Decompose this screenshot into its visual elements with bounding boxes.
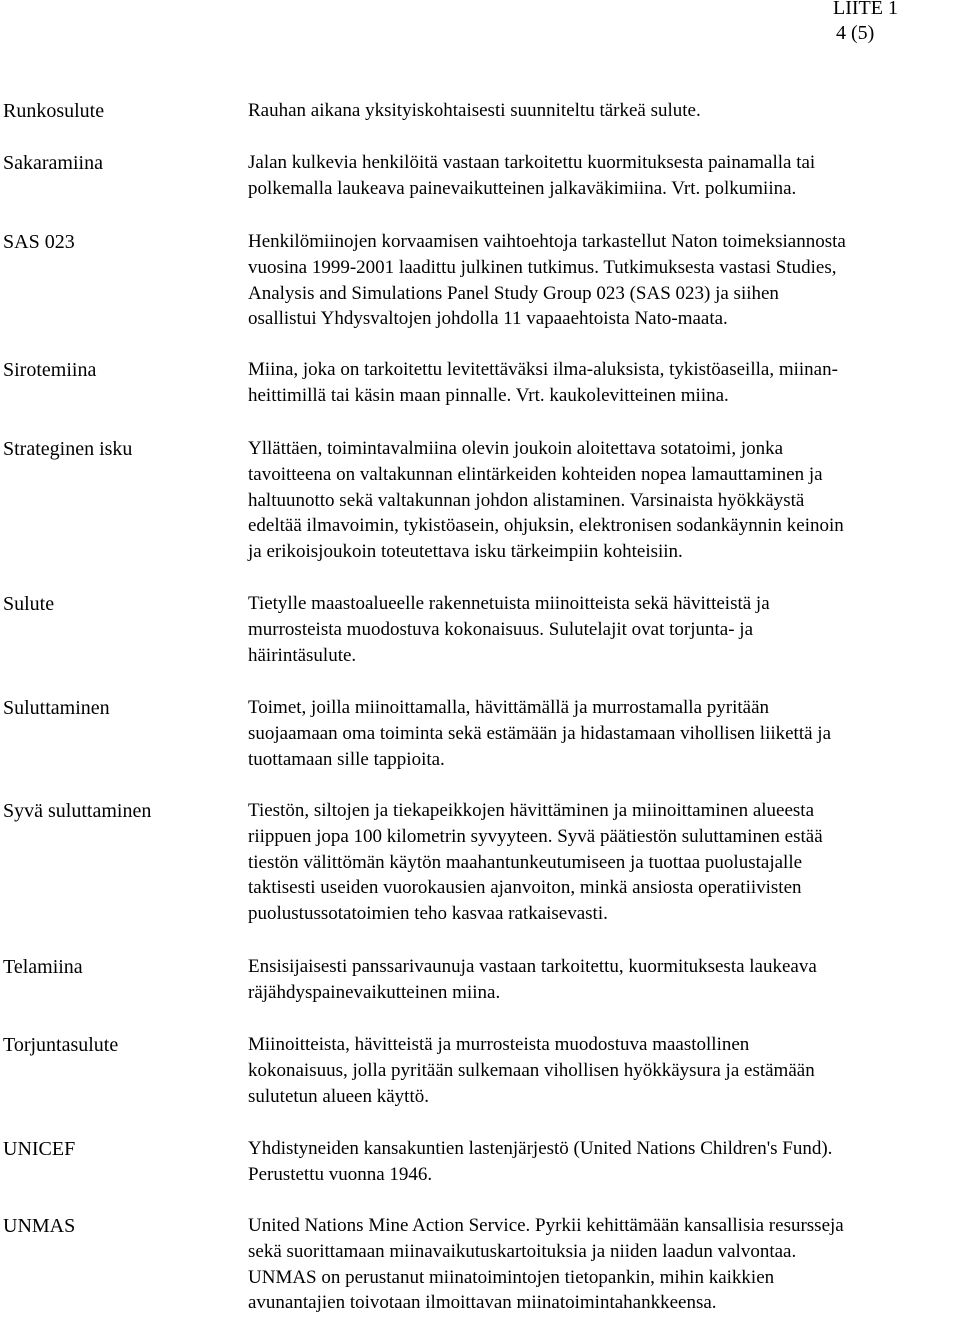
glossary-term: Syvä suluttaminen	[3, 800, 152, 822]
glossary-definition: Toimet, joilla miinoittamalla, hävittämällä ja murrostamalla pyritään suojaamaan oma toiminta sekä estämään ja hidastamaan vihollisen liikettä ja tuottamaan sille tappioita.	[248, 697, 832, 770]
glossary-term: Torjuntasulute	[3, 1034, 119, 1056]
glossary-term: Runkosulute	[3, 100, 105, 122]
glossary-definition: Tietylle maastoalueelle rakennetuista miinoitteista sekä hävitteistä ja murrosteista muodostuva kokonaisuus. Sulutelajit ovat torjunta- ja häirintäsulute.	[248, 593, 770, 666]
glossary-term: UNMAS	[3, 1215, 76, 1237]
glossary-term: Sakaramiina	[3, 152, 103, 174]
glossary-term: Telamiina	[3, 956, 83, 978]
glossary-term: Sulute	[3, 593, 55, 615]
glossary-definition: Miinoitteista, hävitteistä ja murrosteista muodostuva maastollinen kokonaisuus, jolla pyritään sulkemaan vihollisen hyökkäysura ja estämään sulutetun alueen käyttö.	[248, 1034, 815, 1107]
glossary-term: Sirotemiina	[3, 359, 97, 381]
glossary-term: SAS 023	[3, 231, 75, 253]
glossary-definition: Henkilömiinojen korvaamisen vaihtoehtoja tarkastellut Naton toimeksiannosta vuosina 1999-2001 laadittu julkinen tutkimus. Tutkimuksesta vastasi Studies, Analysis and Simulations Panel Study Group 023 (SAS 023) ja siihen osallistui Yhdysvaltojen johdolla 11 vapaaehtoista Nato-maata.	[248, 231, 846, 330]
page-number: 4 (5)	[836, 22, 875, 44]
glossary-definition: Yllättäen, toimintavalmiina olevin joukoin aloitettava sotatoimi, jonka tavoitteena on valtakunnan elintärkeiden kohteiden nopea lamauttaminen ja haltuunotto sekä valtakunnan johdon alistaminen. Varsinaista hyökkäystä edeltää ilmavoimin, tykistöasein, ohjuksin, elektronisen sodankäynnin keinoin ja erikoisjoukoin toteutettava isku tärkeimpiin kohteisiin.	[248, 438, 844, 563]
glossary-definition: Jalan kulkevia henkilöitä vastaan tarkoitettu kuormituksesta painamalla tai polkemalla laukeava painevaikutteinen jalkaväkimiina. Vrt. polkumiina.	[248, 152, 816, 199]
glossary-term: Suluttaminen	[3, 697, 110, 719]
glossary-definition: Tiestön, siltojen ja tiekapeikkojen hävittäminen ja miinoittaminen alueesta riippuen jopa 100 kilometrin syvyyteen. Syvä päätiestön suluttaminen estää tiestön välittömän käytön maahantunkeutumiseen ja tuottaa puolustajalle taktisesti useiden vuorokausien ajanvoiton, minkä ansiosta operatiivisten puolustussotatoimien teho kasvaa ratkaisevasti.	[248, 800, 823, 925]
glossary-definition: Rauhan aikana yksityiskohtaisesti suunniteltu tärkeä sulute.	[248, 100, 701, 121]
page-header	[833, 0, 943, 46]
glossary-definition: Miina, joka on tarkoitettu levitettäväksi ilma-aluksista, tykistöaseilla, miinan- heittimillä tai käsin maan pinnalle. Vrt. kaukolevitteinen miina.	[248, 359, 838, 406]
glossary-definition: United Nations Mine Action Service. Pyrkii kehittämään kansallisia resursseja sekä suorittamaan miinavaikutuskartoituksia ja niiden laadun valvontaa. UNMAS on perustanut miinatoimintojen tietopankin, mihin kaikkien avunantajien toivotaan ilmoittavan miinatoimintahankkeensa.	[248, 1215, 844, 1314]
glossary-definition: Yhdistyneiden kansakuntien lastenjärjestö (United Nations Children's Fund). Perustettu vuonna 1946.	[248, 1138, 833, 1185]
glossary-term: UNICEF	[3, 1138, 76, 1160]
glossary-definition: Ensisijaisesti panssarivaunuja vastaan tarkoitettu, kuormituksesta laukeava räjähdyspainevaikutteinen miina.	[248, 956, 817, 1003]
appendix-label: LIITE 1	[833, 0, 898, 19]
glossary-term: Strateginen isku	[3, 438, 133, 460]
